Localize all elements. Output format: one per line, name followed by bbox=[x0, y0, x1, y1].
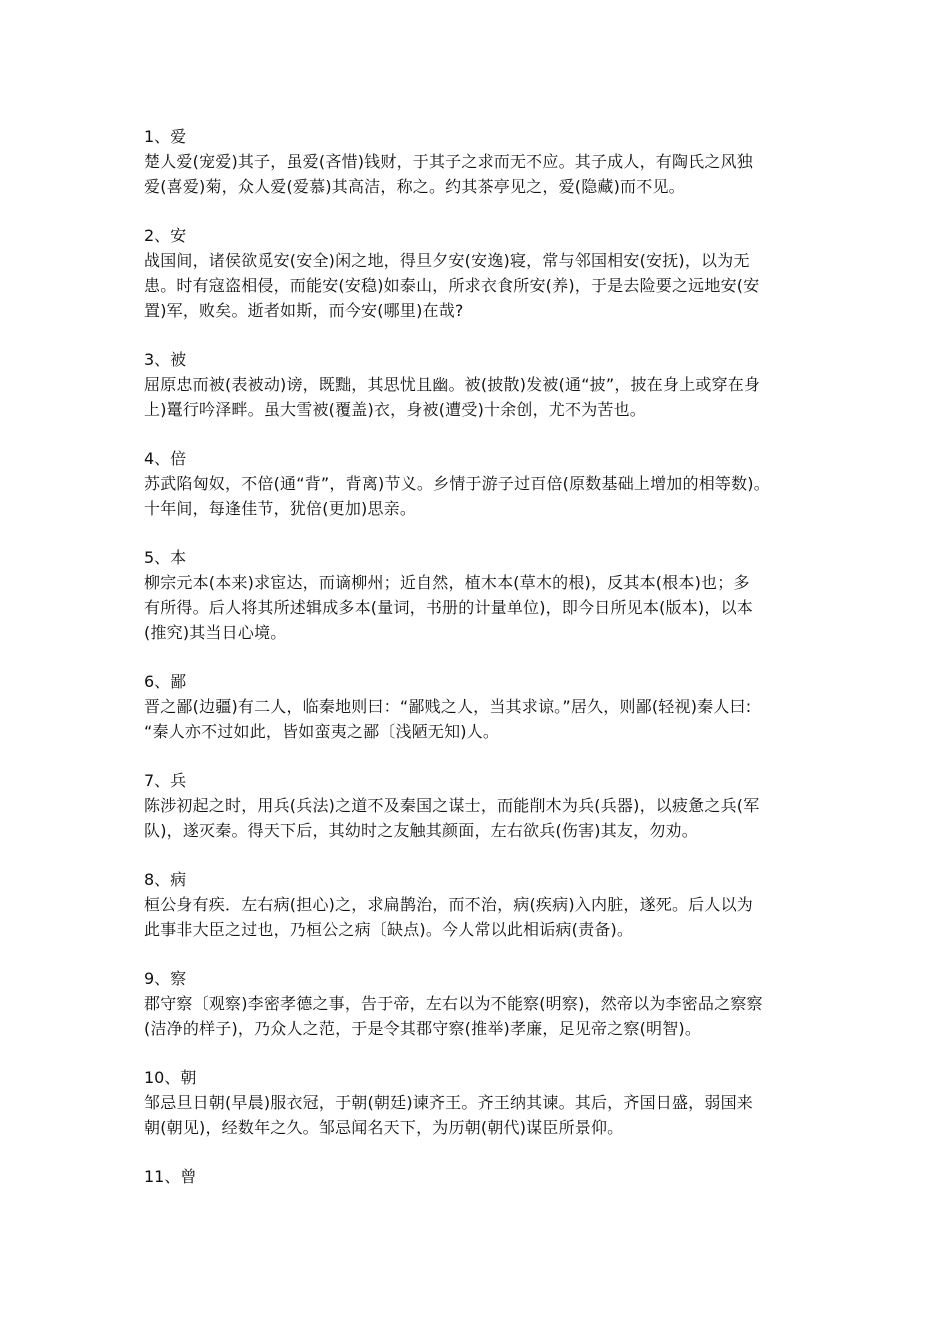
entry-heading: 11、曾 bbox=[144, 1167, 197, 1186]
entry-heading: 7、兵 bbox=[144, 771, 187, 790]
entry-heading: 10、朝 bbox=[144, 1068, 197, 1087]
entry-line: 晋之鄙(边疆)有二人，临秦地则曰：“鄙贱之人，当其求谅。”居久，则鄙(轻视)秦人曰: bbox=[144, 697, 752, 716]
entry-9 bbox=[144, 966, 816, 1041]
entry-line: 上)鼍行吟泽畔。虽大雪被(覆盖)衣，身被(遭受)十余创，尤不为苦也。 bbox=[144, 400, 647, 419]
entry-7 bbox=[144, 768, 816, 843]
entry-body bbox=[144, 149, 816, 199]
entry-body bbox=[144, 248, 816, 323]
entry-10 bbox=[144, 1065, 816, 1140]
entry-heading: 5、本 bbox=[144, 548, 187, 567]
entry-line: 有所得。后人将其所述辑成多本(量词，书册的计量单位)，即今日所见本(版本)，以本 bbox=[144, 598, 753, 617]
entry-line: 十年间，每逢佳节，犹倍(更加)思亲。 bbox=[144, 499, 417, 518]
entry-line: 爱(喜爱)菊，众人爱(爱慕)其高洁，称之。约其茶亭见之，爱(隐藏)而不见。 bbox=[144, 177, 685, 196]
entry-line: 队)，遂灭秦。得天下后，其幼时之友触其颜面，左右欲兵(伤害)其友，勿劝。 bbox=[144, 821, 698, 840]
entry-line: 柳宗元本(本来)求宦达，而谪柳州；近自然，植木本(草木的根)，反其本(根本)也；多 bbox=[144, 573, 750, 592]
entry-line: 陈涉初起之时，用兵(兵法)之道不及秦国之谋士，而能削木为兵(兵器)，以疲惫之兵(军 bbox=[144, 796, 760, 815]
entry-heading: 2、安 bbox=[144, 226, 187, 245]
entry-body bbox=[144, 892, 816, 942]
entry-line: 苏武陷匈奴，不倍(通“背”，背离)节义。乡情于游子过百倍(原数基础上增加的相等数)。 bbox=[144, 474, 770, 493]
entry-body bbox=[144, 1090, 816, 1140]
entry-body bbox=[144, 471, 816, 521]
entry-6 bbox=[144, 669, 816, 744]
entry-heading: 3、被 bbox=[144, 350, 187, 369]
document-page bbox=[144, 124, 816, 1213]
entry-line: 郡守察〔观察)李密孝德之事，告于帝，左右以为不能察(明察)，然帝以为李密品之察察 bbox=[144, 994, 763, 1013]
entry-line: 邹忌旦日朝(早晨)服衣冠，于朝(朝廷)谏齐王。齐王纳其谏。其后，齐国日盛，弱国来 bbox=[144, 1093, 753, 1112]
entry-line: 置)军，败矣。逝者如斯，而今安(哪里)在哉? bbox=[144, 301, 464, 320]
entry-body bbox=[144, 694, 816, 744]
entry-line: (推究)其当日心境。 bbox=[144, 623, 287, 642]
entry-line: 桓公身有疾．左右病(担心)之，求扁鹊治，而不治，病(疾病)入内脏，遂死。后人以为 bbox=[144, 895, 753, 914]
entry-body bbox=[144, 991, 816, 1041]
entry-line: 朝(朝见)，经数年之久。邹忌闻名天下，为历朝(朝代)谋臣所景仰。 bbox=[144, 1118, 624, 1137]
entry-4 bbox=[144, 446, 816, 521]
entry-line: (洁净的样子)，乃众人之范，于是令其郡守察(推举)孝廉，足见帝之察(明智)。 bbox=[144, 1019, 702, 1038]
entry-heading: 4、倍 bbox=[144, 449, 187, 468]
entry-line: 此事非大臣之过也，乃桓公之病〔缺点)。今人常以此相诟病(责备)。 bbox=[144, 920, 634, 939]
entry-11 bbox=[144, 1164, 816, 1189]
entry-line: 战国间，诸侯欲觅安(安全)闲之地，得旦夕安(安逸)寝，常与邻国相安(安抚)，以为无 bbox=[144, 251, 750, 270]
entry-line: “秦人亦不过如此，皆如蛮夷之鄙〔浅陋无知)人。 bbox=[144, 722, 500, 741]
entry-8 bbox=[144, 867, 816, 942]
entry-line: 屈原忠而被(表被动)谤，既黜，其思忧且幽。被(披散)发被(通“披”，披在身上或穿在身 bbox=[144, 375, 761, 394]
entry-5 bbox=[144, 545, 816, 645]
entry-body bbox=[144, 570, 816, 645]
entry-body bbox=[144, 372, 816, 422]
entry-line: 楚人爱(宠爱)其子，虽爱(吝惜)钱财，于其子之求而无不应。其子成人，有陶氏之风独 bbox=[144, 152, 753, 171]
entry-heading: 1、爱 bbox=[144, 127, 187, 146]
entry-heading: 8、病 bbox=[144, 870, 187, 889]
entry-3 bbox=[144, 347, 816, 422]
entry-1 bbox=[144, 124, 816, 199]
entry-heading: 9、察 bbox=[144, 969, 187, 988]
entry-2 bbox=[144, 223, 816, 323]
entry-heading: 6、鄙 bbox=[144, 672, 187, 691]
entry-line: 患。时有寇盗相侵，而能安(安稳)如泰山，所求衣食所安(养)，于是去险要之远地安(安 bbox=[144, 276, 760, 295]
entry-body bbox=[144, 793, 816, 843]
